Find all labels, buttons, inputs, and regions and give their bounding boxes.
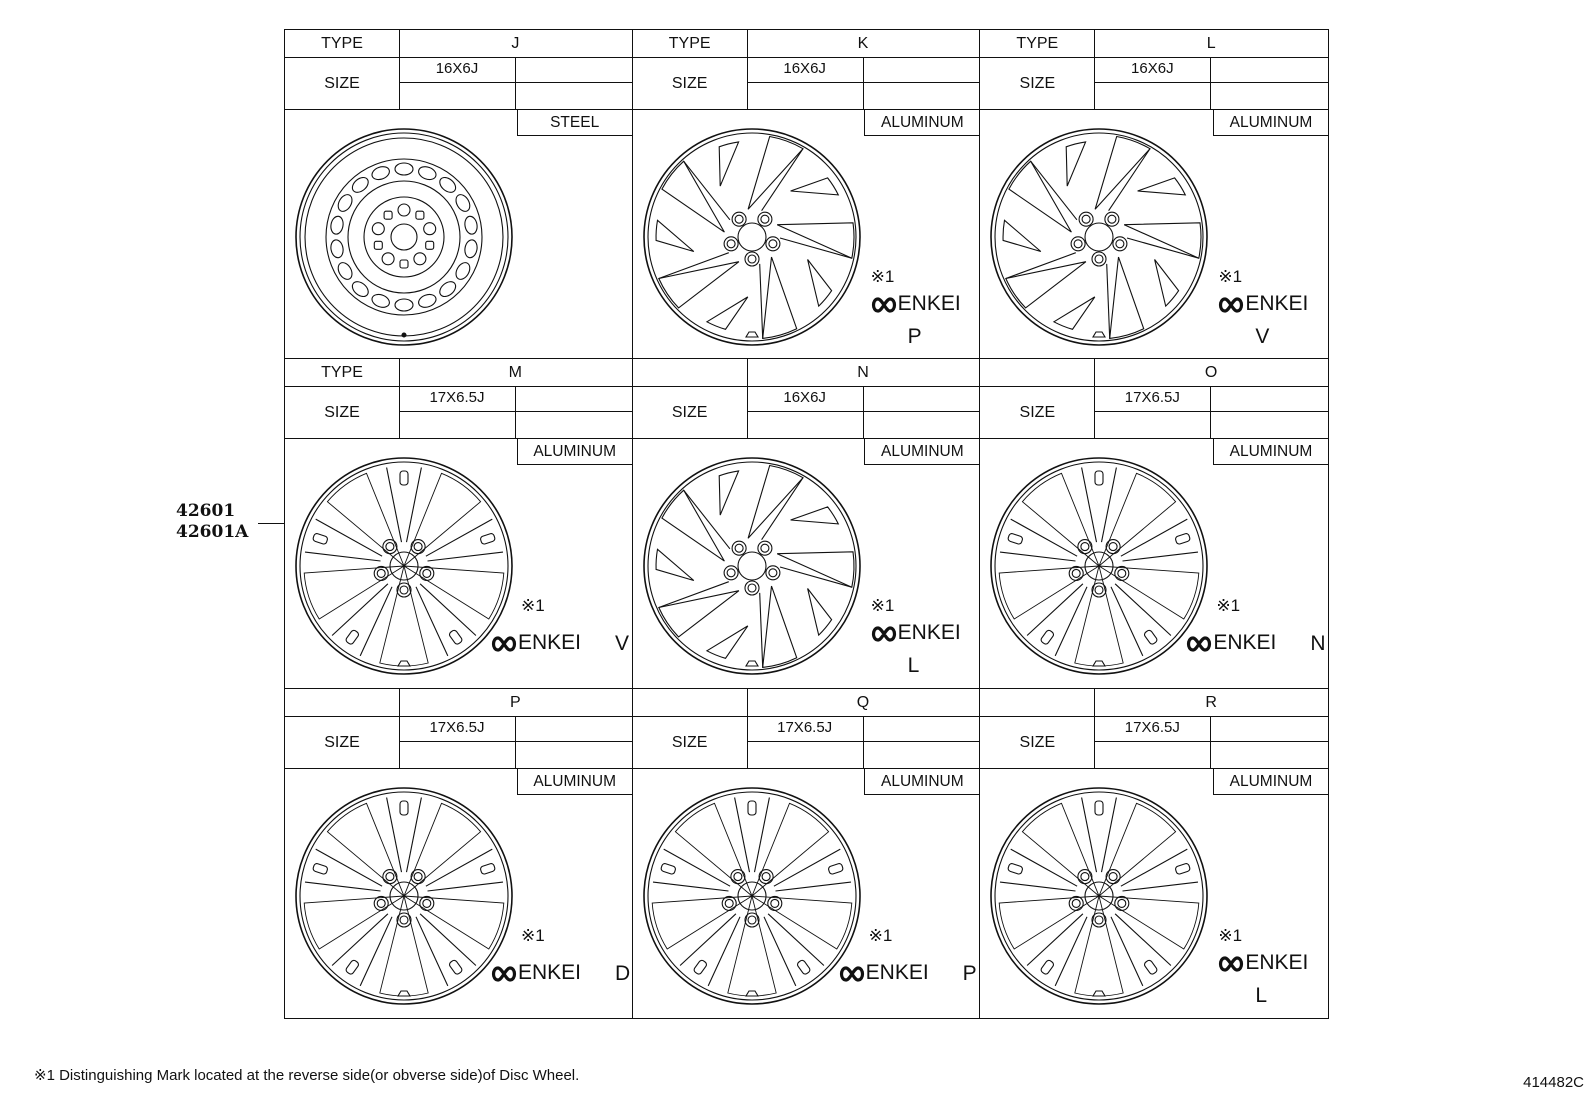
type-value: Q xyxy=(856,693,870,711)
material-label: ALUMINUM xyxy=(864,438,979,465)
row-divider xyxy=(747,82,980,83)
enkei-logo-icon xyxy=(491,966,517,982)
distinguishing-mark-ref: ※1 xyxy=(1218,267,1243,286)
size-label: SIZE xyxy=(980,386,1095,438)
wheel-cell-m xyxy=(285,359,633,688)
brand-mark xyxy=(1186,631,1276,655)
distinguishing-mark-ref: ※1 xyxy=(870,596,895,616)
wheel-drawing xyxy=(289,122,519,352)
type-label xyxy=(633,689,748,716)
row-divider xyxy=(1094,411,1328,412)
wheel-cell-q xyxy=(633,689,981,1018)
manufacturer-code: P xyxy=(962,961,977,985)
row-divider xyxy=(399,82,632,83)
material-label: ALUMINUM xyxy=(517,768,632,795)
material-label: ALUMINUM xyxy=(864,109,979,136)
brand-name: ENKEI xyxy=(518,631,582,655)
type-value: J xyxy=(511,35,520,52)
type-row xyxy=(285,689,632,717)
type-row xyxy=(980,30,1328,58)
enkei-logo-icon xyxy=(1218,297,1244,313)
row-divider xyxy=(399,741,632,742)
brand-mark xyxy=(1218,951,1308,975)
size-value: 17X6.5J xyxy=(1124,718,1180,736)
wheel-drawing xyxy=(637,451,867,681)
size-cell xyxy=(1094,57,1211,109)
type-label xyxy=(633,359,748,386)
size-row xyxy=(633,386,980,439)
brand-mark xyxy=(491,631,581,655)
wheel-drawing xyxy=(984,781,1214,1011)
wheel-cell-l xyxy=(980,30,1328,359)
material-label: ALUMINUM xyxy=(1213,109,1328,136)
manufacturer-code: L xyxy=(1255,983,1268,1007)
type-value: M xyxy=(508,364,522,382)
size-row xyxy=(980,716,1328,769)
manufacturer-code: V xyxy=(615,632,630,656)
size-label: SIZE xyxy=(285,716,400,768)
type-label: TYPE xyxy=(285,359,400,386)
enkei-logo-icon xyxy=(1186,636,1212,652)
type-row xyxy=(633,359,980,387)
enkei-logo-icon xyxy=(491,636,517,652)
wheel-cell-j xyxy=(285,30,633,359)
type-value: K xyxy=(857,35,869,52)
row-divider xyxy=(747,411,980,412)
type-row xyxy=(633,689,980,717)
brand-mark xyxy=(839,961,929,985)
type-row xyxy=(633,30,980,58)
size-row xyxy=(285,57,632,110)
material-label: STEEL xyxy=(517,109,632,136)
brand-name: ENKEI xyxy=(865,960,929,984)
row-divider xyxy=(747,741,980,742)
type-label xyxy=(980,359,1095,386)
size-cell xyxy=(1094,716,1211,768)
size-cell xyxy=(747,386,864,438)
distinguishing-mark-ref: ※1 xyxy=(870,267,895,286)
type-row xyxy=(980,689,1328,717)
row-divider xyxy=(399,411,632,412)
brand-name: ENKEI xyxy=(518,960,582,984)
brand-mark xyxy=(491,961,581,985)
size-row xyxy=(285,386,632,439)
part-number: 42601 xyxy=(176,501,236,521)
size-value: 17X6.5J xyxy=(429,718,485,736)
size-label: SIZE xyxy=(980,57,1095,109)
size-value: 16X6J xyxy=(783,389,826,407)
size-row xyxy=(980,386,1328,439)
type-label: TYPE xyxy=(633,30,748,57)
size-cell xyxy=(399,716,516,768)
brand-name: ENKEI xyxy=(897,621,961,645)
brand-name: ENKEI xyxy=(1245,950,1309,974)
wheel-cell-p xyxy=(285,689,633,1018)
wheel-drawing xyxy=(289,781,519,1011)
wheel-drawing xyxy=(984,451,1214,681)
size-label: SIZE xyxy=(285,57,400,109)
type-value: O xyxy=(1204,364,1218,382)
distinguishing-mark-ref: ※1 xyxy=(1218,925,1243,945)
type-label xyxy=(980,689,1095,716)
type-label: TYPE xyxy=(980,30,1095,57)
type-value: R xyxy=(1205,693,1217,711)
footnote: ※1 Distinguishing Mark located at the reverse side(or obverse side)of Disc Wheel. xyxy=(34,1067,580,1084)
size-cell xyxy=(747,57,864,109)
distinguishing-mark-ref: ※1 xyxy=(1216,596,1241,616)
wheel-table xyxy=(284,29,1329,1019)
size-label: SIZE xyxy=(633,57,748,109)
part-number-callout xyxy=(176,501,248,543)
type-row xyxy=(980,359,1328,387)
material-label: ALUMINUM xyxy=(1213,768,1328,795)
manufacturer-code: N xyxy=(1310,632,1326,656)
leader-line xyxy=(258,523,284,524)
brand-mark xyxy=(871,292,961,316)
distinguishing-mark-ref: ※1 xyxy=(868,925,893,945)
material-label: ALUMINUM xyxy=(864,768,979,795)
distinguishing-mark-ref: ※1 xyxy=(521,596,545,616)
enkei-logo-icon xyxy=(1218,956,1244,972)
size-row xyxy=(980,57,1328,110)
size-cell xyxy=(1094,386,1211,438)
size-label: SIZE xyxy=(633,386,748,438)
brand-name: ENKEI xyxy=(1245,292,1309,315)
type-label xyxy=(285,689,400,716)
size-cell xyxy=(399,57,516,109)
size-value: 17X6.5J xyxy=(1124,389,1180,407)
brand-name: ENKEI xyxy=(1213,631,1277,655)
wheel-cell-r xyxy=(980,689,1328,1018)
enkei-logo-icon xyxy=(839,966,865,982)
wheel-cell-n xyxy=(633,359,981,688)
type-label: TYPE xyxy=(285,30,400,57)
row-divider xyxy=(1094,741,1328,742)
enkei-logo-icon xyxy=(871,297,897,313)
size-value: 16X6J xyxy=(1131,60,1174,77)
wheel-drawing xyxy=(637,122,867,352)
size-label: SIZE xyxy=(285,386,400,438)
size-row xyxy=(633,57,980,110)
brand-mark xyxy=(1218,292,1308,316)
enkei-logo-icon xyxy=(871,626,897,642)
manufacturer-code: V xyxy=(1255,325,1270,348)
manufacturer-code: P xyxy=(907,325,922,348)
brand-name: ENKEI xyxy=(897,292,961,315)
wheel-cell-k xyxy=(633,30,981,359)
row-divider xyxy=(1094,82,1328,83)
size-value: 16X6J xyxy=(435,60,479,77)
size-value: 17X6.5J xyxy=(429,389,485,407)
size-value: 17X6.5J xyxy=(777,718,833,736)
size-row xyxy=(285,716,632,769)
wheel-cell-o xyxy=(980,359,1328,688)
material-label: ALUMINUM xyxy=(1213,438,1328,465)
type-value: L xyxy=(1206,35,1216,52)
figure-code: 414482C xyxy=(1523,1074,1584,1091)
type-value: P xyxy=(509,693,521,711)
type-row xyxy=(285,359,632,387)
material-label: ALUMINUM xyxy=(517,438,632,465)
size-label: SIZE xyxy=(980,716,1095,768)
type-value: N xyxy=(857,364,869,382)
distinguishing-mark-ref: ※1 xyxy=(521,925,545,945)
size-cell xyxy=(399,386,516,438)
type-row xyxy=(285,30,632,58)
wheel-drawing xyxy=(289,451,519,681)
size-value: 16X6J xyxy=(783,60,826,77)
wheel-drawing xyxy=(984,122,1214,352)
size-row xyxy=(633,716,980,769)
wheel-drawing xyxy=(637,781,867,1011)
brand-mark xyxy=(871,621,961,645)
manufacturer-code: L xyxy=(907,654,920,678)
manufacturer-code: D xyxy=(615,961,631,985)
size-cell xyxy=(747,716,864,768)
part-number: 42601A xyxy=(176,522,249,542)
size-label: SIZE xyxy=(633,716,748,768)
